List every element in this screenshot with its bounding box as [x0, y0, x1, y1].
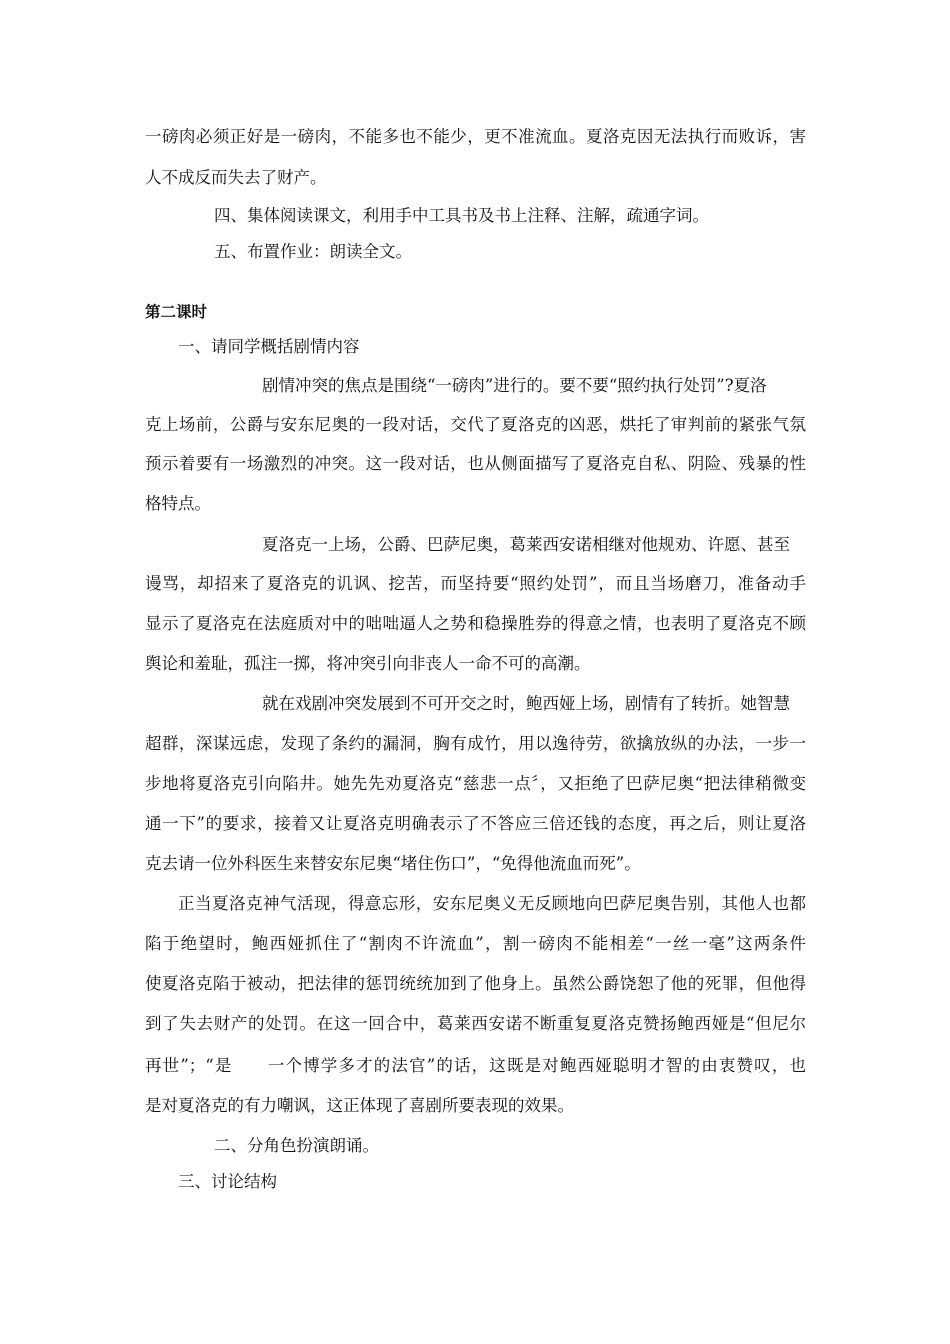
subheading: 二、分角色扮演朗诵。 [214, 1136, 379, 1155]
paragraph-line: 四、集体阅读课文，利用手中工具书及书上注释、注解，疏通字词。 [214, 206, 709, 225]
paragraph-line: 舆论和羞耻，孤注一掷，将冲突引向非丧人一命不可的高潮。 [145, 654, 591, 673]
paragraph-line: 再世”；“是 一个博学多才的法官”的话，这既是对鲍西娅聪明才智的由衷赞叹，也 [145, 1056, 806, 1075]
paragraph-line: 超群，深谋远虑，发现了条约的漏洞，胸有成竹，用以逸待劳，欲擒放纵的办法，一步一 [145, 734, 806, 753]
subheading: 三、讨论结构 [178, 1172, 277, 1191]
paragraph-line: 谩骂，却招来了夏洛克的讥讽、挖苦，而坚持要“照约处罚”，而且当场磨刀，准备动手 [145, 574, 806, 593]
paragraph-line: 使夏洛克陷于被动，把法律的惩罚统统加到了他身上。虽然公爵饶恕了他的死罪，但他得 [145, 974, 806, 993]
paragraph-line: 格特点。 [145, 494, 211, 513]
paragraph-line: 预示着要有一场激烈的冲突。这一段对话，也从侧面描写了夏洛克自私、阴险、残暴的性 [145, 454, 806, 473]
paragraph-line: 人不成反而失去了财产。 [145, 168, 327, 187]
paragraph-line: 通一下”的要求，接着又让夏洛克明确表示了不答应三倍还钱的态度，再之后，则让夏洛 [145, 814, 806, 833]
paragraph-line: 到了失去财产的处罚。在这一回合中，葛莱西安诺不断重复夏洛克赞扬鲍西娅是“但尼尔 [145, 1014, 806, 1033]
paragraph-line: 克上场前，公爵与安东尼奥的一段对话，交代了夏洛克的凶恶，烘托了审判前的紧张气氛 [145, 415, 806, 434]
paragraph-line: 剧情冲突的焦点是围绕“一磅肉”进行的。要不要“照约执行处罚”?夏洛 [262, 376, 767, 395]
section-heading: 第二课时 [145, 303, 208, 321]
paragraph-line: 就在戏剧冲突发展到不可开交之时，鲍西娅上场，剧情有了转折。她智慧 [262, 694, 790, 713]
paragraph-line: 正当夏洛克神气活现，得意忘形，安东尼奥义无反顾地向巴萨尼奥告别，其他人也都 [178, 894, 806, 913]
paragraph-line: 五、布置作业：朗读全文。 [214, 242, 412, 261]
paragraph-line: 克去请一位外科医生来替安东尼奥“堵住伤口”，“免得他流血而死”。 [145, 854, 641, 873]
paragraph-line: 一磅肉必须正好是一磅肉，不能多也不能少，更不准流血。夏洛克因无法执行而败诉，害 [145, 127, 806, 146]
paragraph-line: 是对夏洛克的有力嘲讽，这正体现了喜剧所要表现的效果。 [145, 1096, 574, 1115]
subheading: 一、请同学概括剧情内容 [178, 337, 360, 356]
paragraph-line: 显示了夏洛克在法庭质对中的咄咄逼人之势和稳操胜券的得意之情，也表明了夏洛克不顾 [145, 614, 806, 633]
paragraph-line: 步地将夏洛克引向陷井。她先先劝夏洛克“慈悲一点〞，又拒绝了巴萨尼奥“把法律稍微变 [145, 774, 806, 793]
paragraph-line: 陷于绝望时，鲍西娅抓住了“割肉不许流血”，割一磅肉不能相差“一丝一毫”这两条件 [145, 934, 806, 953]
paragraph-line: 夏洛克一上场，公爵、巴萨尼奥，葛莱西安诺相继对他规劝、许愿、甚至 [262, 535, 790, 554]
